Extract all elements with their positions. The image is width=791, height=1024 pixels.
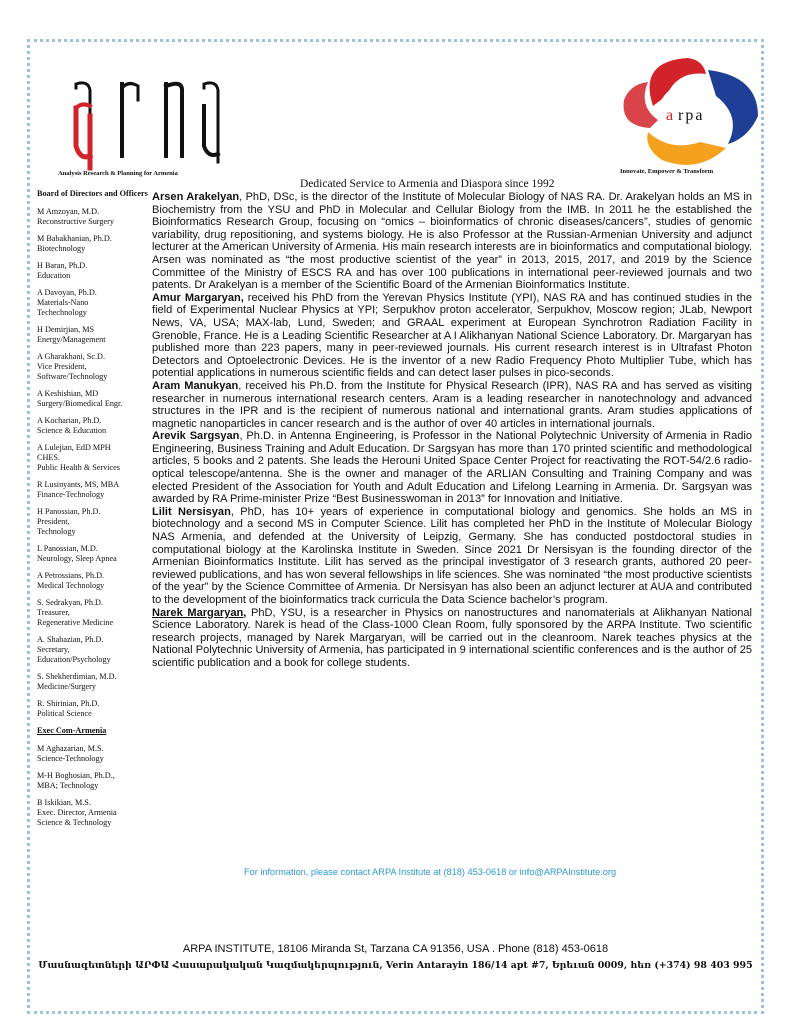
bios-section	[152, 191, 752, 670]
board-member: A Keshishian, MD Surgery/Biomedical Engr.	[37, 389, 123, 408]
arpa-logo-left	[54, 76, 234, 181]
footer-address-english: ARPA INSTITUTE, 18106 Miranda St, Tarzana CA 91356, USA . Phone (818) 453-0618	[182, 943, 609, 955]
board-member: R. Shirinian, Ph.D. Political Science	[37, 699, 100, 718]
bio-name: Amur Margaryan,	[152, 291, 244, 304]
bio-text: received his PhD from the Yerevan Physics Institute (YPI), NAS RA and has continued studies in the field of Experimental Nuclear Physics at YPI; Serpukhov proton accelerator, Serpukhov, Moscow region; JLab, Newport News, VA, USA; MAX-lab, Lund, Sweden; and GRAAL experiment at European Synchrotron Radiation Facility in Grenoble, France. He is a Leading Scientific Researcher at A I Alikhanyan National Science Laboratory. Dr. Margaryan has published more than 223 papers, many in peer-reviewed journals. His current research interest is in Ultrafast Photon Detectors and Optoelectronic Devices. He is the inventor of a new Radio Frequency Photo Multiplier Tube, which has potential applications in numerous scientific fields and can detect laser pulses in pico-seconds.	[152, 291, 753, 380]
svg-text:rpa: rpa	[678, 107, 705, 124]
exec-member: B Iskikian, M.S. Exec. Director, Armenia Science & Technology	[37, 798, 117, 827]
board-member: H Demirjian, MS Energy/Management	[37, 325, 106, 344]
contact-info-line: For information, please contact ARPA Institute at (818) 453-0618 or info@ARPAInstitute.org	[244, 867, 617, 877]
tagline: Dedicated Service to Armenia and Diaspora since 1992	[300, 178, 555, 190]
bio-paragraph	[152, 380, 752, 430]
bio-text: , PhD, DSc, is the director of the Institute of Molecular Biology of NAS RA. Dr. Arakelyan holds an MS in Biochemistry from the YSU and PhD in Molecular and Cellular Biology from the IMB. In 2011 he the established the Bioinformatics Research Group, focusing on “omics – bioinformatics of chronic diseases/cancers”, studies of genomic variability, drug repositioning, and systems biology. He is also Professor at the Russian-Armenian University and adjunct lecturer at the American University of Armenia. His main research interests are in bioinformatics and computational biology. Arsen was nominated as “the most productive scientist of the year” in 2013, 2015, 2017, and 2019 by the Science Committee of the Ministry of ESCS RA and has over 100 publications in international peer-reviewed journals and two patents. Dr Arakelyan is a member of the Scientific Board of the Armenian Bioinformatics Institute.	[152, 191, 752, 292]
bio-paragraph	[152, 191, 752, 292]
bio-text: , Ph.D. in Antenna Engineering, is Professor in the National Polytechnic University of Armenia in Radio Engineering, Business Training and Adult Education. Dr Sargsyan has more than 170 printed scientific and methodological articles, 5 books and 2 patents. She leads the Herouni United Space Center Project for reactivating the ROT-54/2.6 radio-optical telescope/antenna. She is the owner and manager of the ARLIAN Consulting and Training Company and was elected President of the Association for Youth and Adult Education and Lifelong Learning in Armenia. Dr. Sargsyan was awarded by RA Prime-minister Prize “Best Businesswoman in 2013” for Innovation and Initiative.	[152, 430, 752, 506]
bio-name: Lilit Nersisyan	[152, 505, 231, 518]
exec-member: M-H Boghosian, Ph.D., MBA; Technology	[37, 771, 115, 790]
bio-text: , received his Ph.D. from the Institute for Physical Research (IPR), NAS RA and has served as visiting researcher in numerous international research centers. Aram is a leading researcher in nanotechnology and advanced structures in the IPR and is the recipient of numerous national and international grants. Aram studies applications of magnetic nanoparticles in cancer research and is the author of over 40 articles in international journals.	[152, 379, 752, 430]
board-member: S. Shekherdimian, M.D. Medicine/Surgery	[37, 672, 117, 691]
board-member: R Lusinyants, MS, MBA Finance-Technology	[37, 480, 120, 499]
bio-paragraph	[152, 506, 752, 607]
board-member: S. Sedrakyan, Ph.D. Treasurer, Regenerative Medicine	[37, 598, 114, 627]
bio-name: Narek Margaryan,	[152, 606, 247, 619]
bio-paragraph	[152, 430, 752, 506]
bio-name: Aram Manukyan	[152, 379, 239, 392]
exec-heading: Exec Com-Armenia	[37, 726, 107, 735]
board-member: M Amzoyan, M.D. Reconstructive Surgery	[37, 207, 114, 226]
footer-address-armenian: Մասնագետների ԱՐՓԱ Հասարակական Կազմակերպություն, Verin Antarayin 186/14 apt #7, Երեւան 0009, հեռ (+374) 98 403 995	[38, 960, 753, 971]
board-member: L Panossian, M.D. Neurology, Sleep Apnea	[37, 544, 117, 563]
board-sidebar	[37, 189, 149, 835]
bio-name: Arsen Arakelyan	[152, 191, 240, 203]
board-member: M Babakhanian, Ph.D. Biotechnology	[37, 234, 112, 253]
bio-name: Arevik Sargsyan	[152, 430, 240, 443]
board-heading: Board of Directors and Officers	[37, 189, 148, 198]
board-member: A Kocharian, Ph.D. Science & Education	[37, 416, 107, 435]
board-member: H Baran, Ph.D. Education	[37, 261, 88, 280]
bio-paragraph	[152, 292, 752, 380]
bio-text: PhD, YSU, is a researcher in Physics on nanostructures and nanomaterials at Alikhanyan National Science Laboratory. Narek is head of the Class-1000 Clean Room, fully sponsored by the ARPA Institute. Two scientific research projects, managed by Narek Margaryan, will be carried out in the cleanroom. Narek teaches physics at the National Polytechnic University of Armenia, has participated in 9 international scientific conferences and is the author of 25 scientific publication and a book for college students.	[152, 606, 752, 669]
right-logo-caption: Innovate, Empower & Transform	[620, 168, 714, 175]
board-member: H Panossian, Ph.D. President, Technology	[37, 507, 101, 536]
board-member: A Gharakhani, Sc.D. Vice President, Software/Technology	[37, 352, 108, 381]
bio-paragraph	[152, 607, 752, 670]
arpa-letterform-logo-icon	[54, 76, 234, 181]
arpa-swirl-logo-icon	[608, 56, 768, 174]
arpa-logo-right	[608, 56, 768, 181]
board-member: A Davoyan, Ph.D. Materials-Nano Techechnology	[37, 288, 97, 317]
board-member: A. Shabazian, Ph.D. Secretary, Education/Psychology	[37, 635, 111, 664]
exec-member: M Aghazarian, M.S. Science-Technology	[37, 744, 104, 763]
board-member: A Petrossians, Ph.D. Medical Technology	[37, 571, 105, 590]
board-member: A Lulejian, EdD MPH CHES. Public Health & Services	[37, 443, 120, 472]
svg-text:a: a	[666, 107, 676, 124]
bio-text: , PhD, has 10+ years of experience in computational biology and genomics. She holds an MS in biotechnology and a second MS in Computer Science. Lilit has completed her PhD in the Institute of Molecular Biology NAS Armenia, and defended at the University of Leipzig, Germany. She has conducted postdoctoral studies in computational biology at the Karolinska Institute in Sweden. Since 2021 Dr Nersisyan is the founding director of the Armenian Bioinformatics Institute. Lilit has served as the principal investigator of 3 research grants, authored 20 peer-reviewed publications, and has won several fellowships in life sciences. She was nominated “the most productive scientists of the year” by the Science Committee of Armenia. Dr Nersisyan has also been an adjunct lecturer at AUA and contributed to the development of the bioinformatics track curricula the Data Science bachelor’s program.	[152, 505, 752, 606]
left-logo-caption: Analysis Research & Planning for Armenia	[58, 170, 178, 177]
